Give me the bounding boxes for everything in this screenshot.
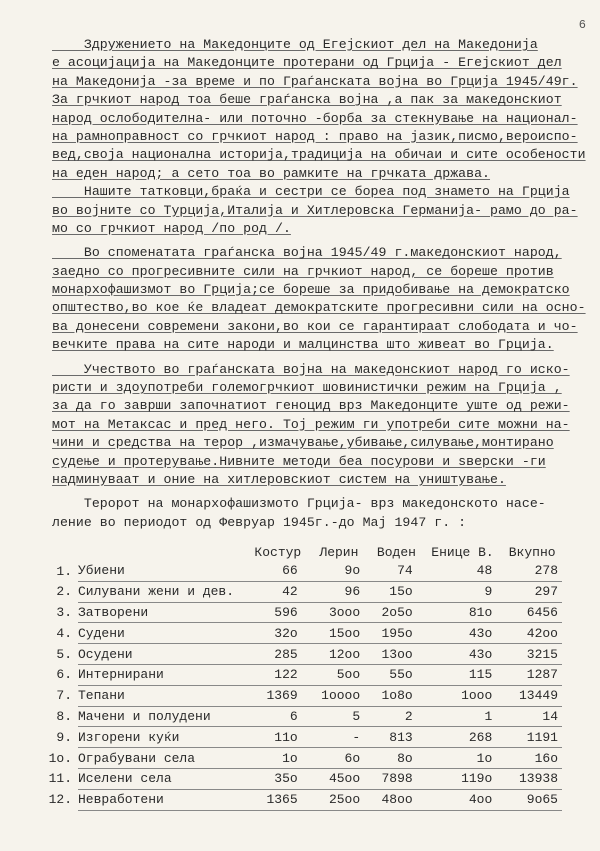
row-number: 2. — [56, 584, 72, 600]
total-cell: 6456 — [502, 602, 562, 623]
value-cell: 74 — [370, 561, 423, 581]
text-line: судење и протерување.Нивните методи беа посурови и ѕверски -ги — [52, 453, 546, 469]
value-cell: 5 — [308, 706, 370, 727]
value-cell: 1369 — [248, 685, 308, 706]
text-line: Нашите татковци,браќа и сестри се бореа под знамето на Грција — [52, 184, 570, 200]
value-cell: 55о — [370, 664, 423, 685]
value-cell: 1о8о — [370, 685, 423, 706]
row-label: Осудени — [78, 644, 248, 665]
row-number: 11. — [48, 771, 72, 787]
value-cell: 7898 — [370, 768, 423, 789]
value-cell: 596 — [248, 602, 308, 623]
column-header-voden: Воден — [376, 544, 416, 560]
row-number: 1. — [56, 563, 72, 579]
value-cell: 1о — [423, 748, 503, 769]
value-cell: 35о — [248, 768, 308, 789]
table-intro — [52, 495, 577, 532]
total-cell: 9о65 — [502, 789, 562, 810]
value-cell: 96 — [308, 581, 370, 602]
text-line: за да го заврши започнатиот геноцид врз Македонците уште од режи- — [52, 398, 570, 414]
total-cell: 278 — [502, 561, 562, 581]
table-row — [42, 623, 562, 644]
value-cell: 285 — [248, 644, 308, 665]
intro-line: ление во периодот од Февруар 1945г.-до Мај 1947 г. : — [52, 514, 467, 530]
row-label: Мачени и полудени — [78, 706, 248, 727]
value-cell: 1о — [248, 748, 308, 769]
value-cell: 6о — [308, 748, 370, 769]
table-row — [42, 644, 562, 665]
value-cell: 268 — [423, 727, 503, 748]
text-line: е асоцијација на Македонците протерани од Грција - Егејскиот дел — [52, 55, 562, 71]
text-line: мо со грчкиот народ /по род /. — [52, 220, 291, 236]
text-line: За грчкиот народ тоа беше граѓанска војна ,а пак за македонскиот — [52, 92, 562, 108]
value-cell: 1 — [423, 706, 503, 727]
text-line: вечките права на сите народи и малцинства што живеат во Грција. — [52, 337, 554, 353]
text-line: народ ослободителна- или поточно -борба за стекнување на национал- — [52, 110, 578, 126]
text-line: на еден народ; а сето тоа во рамките на грчката држава. — [52, 165, 491, 181]
row-label: Силувани жени и дев. — [78, 581, 248, 602]
value-cell: 48 — [423, 561, 503, 581]
paragraph — [52, 36, 586, 238]
value-cell: 43о — [423, 644, 503, 665]
column-header-total: Вкупно — [508, 544, 556, 560]
row-label: Убиени — [78, 561, 248, 581]
text-line: монархофашизмот во Грција;се бореше за придобивање на демократско — [52, 282, 570, 298]
value-cell: 3ооо — [308, 602, 370, 623]
row-number: 8. — [56, 708, 72, 724]
paragraph — [52, 361, 577, 490]
text-line: вед,своја национална историја,традиција на обичаи и сите особености — [52, 147, 586, 163]
value-cell: 1365 — [248, 789, 308, 810]
value-cell: 122 — [248, 664, 308, 685]
value-cell: 15оо — [308, 623, 370, 644]
row-number: 1о. — [48, 750, 72, 766]
total-cell: 13938 — [502, 768, 562, 789]
row-number: 7. — [56, 688, 72, 704]
table-row — [42, 685, 562, 706]
column-header-enice: Енице В. — [431, 544, 494, 560]
value-cell: 42 — [248, 581, 308, 602]
column-header-kostur: Костур — [254, 544, 302, 560]
value-cell: 48оо — [370, 789, 423, 810]
table-header-row — [42, 543, 562, 561]
total-cell: 16о — [502, 748, 562, 769]
value-cell: 4оо — [423, 789, 503, 810]
text-line: на Македонија -за време и по Граѓанската војна во Грција 1945/49г. — [52, 73, 578, 89]
terror-statistics-table — [42, 543, 562, 811]
value-cell: 13оо — [370, 644, 423, 665]
value-cell: 25оо — [308, 789, 370, 810]
row-number: 3. — [56, 604, 72, 620]
row-number: 4. — [56, 625, 72, 641]
category-header — [78, 543, 248, 561]
row-label: Интернирани — [78, 664, 248, 685]
text-line: во војните со Турција,Италија и Хитлеровска Германија- рамо до ра- — [52, 202, 578, 218]
text-line: заедно со прогресивните сили на грчкиот народ, се бореше против — [52, 263, 554, 279]
index-header — [42, 543, 78, 561]
total-cell: 42оо — [502, 623, 562, 644]
intro-line: Теророт на монархофашизмото Грција- врз македонското насе- — [52, 496, 546, 512]
table-row — [42, 789, 562, 810]
total-cell: 1191 — [502, 727, 562, 748]
table-row — [42, 602, 562, 623]
text-line: чини и средства на терор ,измачување,убивање,силување,монтирано — [52, 435, 554, 451]
value-cell: 6 — [248, 706, 308, 727]
row-number: 9. — [56, 729, 72, 745]
row-label: Невработени — [78, 789, 248, 810]
value-cell: 9о — [308, 561, 370, 581]
paragraph — [52, 244, 586, 354]
table-row — [42, 561, 562, 581]
text-line: ристи и здоупотреби големогрчкиот шовинистички режим на Грција , — [52, 380, 562, 396]
text-line: надминуваат и оние на хитлеровскиот систем на уништување. — [52, 471, 506, 487]
value-cell: 11о — [248, 727, 308, 748]
row-label: Тепани — [78, 685, 248, 706]
row-label: Ограбувани села — [78, 748, 248, 769]
value-cell: 813 — [370, 727, 423, 748]
value-cell: 1ооо — [423, 685, 503, 706]
total-cell: 14 — [502, 706, 562, 727]
value-cell: 45оо — [308, 768, 370, 789]
value-cell: 81о — [423, 602, 503, 623]
text-line: Во споменатата граѓанска војна 1945/49 г.македонскиот народ, — [52, 245, 562, 261]
text-line: на рамноправност со грчкиот народ : право на јазик,писмо,вероиспо- — [52, 128, 578, 144]
text-line: Учеството во граѓанската војна на македонскиот народ го иско- — [52, 361, 570, 377]
table-row — [42, 581, 562, 602]
column-header-lerin: Лерин — [319, 544, 359, 560]
text-line: мот на Метаксас и пред него. Тој режим ги употреби сите можни на- — [52, 416, 570, 432]
total-cell: 3215 — [502, 644, 562, 665]
value-cell: 32о — [248, 623, 308, 644]
table-row — [42, 727, 562, 748]
row-number: 5. — [56, 646, 72, 662]
value-cell: 9 — [423, 581, 503, 602]
total-cell: 13449 — [502, 685, 562, 706]
value-cell: 195о — [370, 623, 423, 644]
value-cell: 1оооо — [308, 685, 370, 706]
table-row — [42, 706, 562, 727]
text-line: Здружението на Македонците од Егејскиот дел на Македонија — [52, 37, 538, 52]
value-cell: 15о — [370, 581, 423, 602]
value-cell: 5оо — [308, 664, 370, 685]
corner-mark: 6 — [578, 18, 586, 32]
value-cell: 12оо — [308, 644, 370, 665]
table-row — [42, 768, 562, 789]
table-row — [42, 748, 562, 769]
text-line: ва донесени современи закони,во кои се гарантираат слободата и чо- — [52, 318, 578, 334]
total-cell: 1287 — [502, 664, 562, 685]
table-row — [42, 664, 562, 685]
value-cell: 119о — [423, 768, 503, 789]
row-label: Судени — [78, 623, 248, 644]
total-cell: 297 — [502, 581, 562, 602]
row-label: Изгорени куќи — [78, 727, 248, 748]
row-number: 6. — [56, 667, 72, 683]
row-label: Затворени — [78, 602, 248, 623]
value-cell: - — [308, 727, 370, 748]
value-cell: 115 — [423, 664, 503, 685]
text-line: општество,во кое ќе владеат демократските прогресивни сили на осно- — [52, 300, 586, 316]
body-text — [52, 36, 586, 532]
row-number: 12. — [48, 792, 72, 808]
value-cell: 43о — [423, 623, 503, 644]
value-cell: 2о5о — [370, 602, 423, 623]
value-cell: 2 — [370, 706, 423, 727]
value-cell: 8о — [370, 748, 423, 769]
value-cell: 66 — [248, 561, 308, 581]
row-label: Иселени села — [78, 768, 248, 789]
